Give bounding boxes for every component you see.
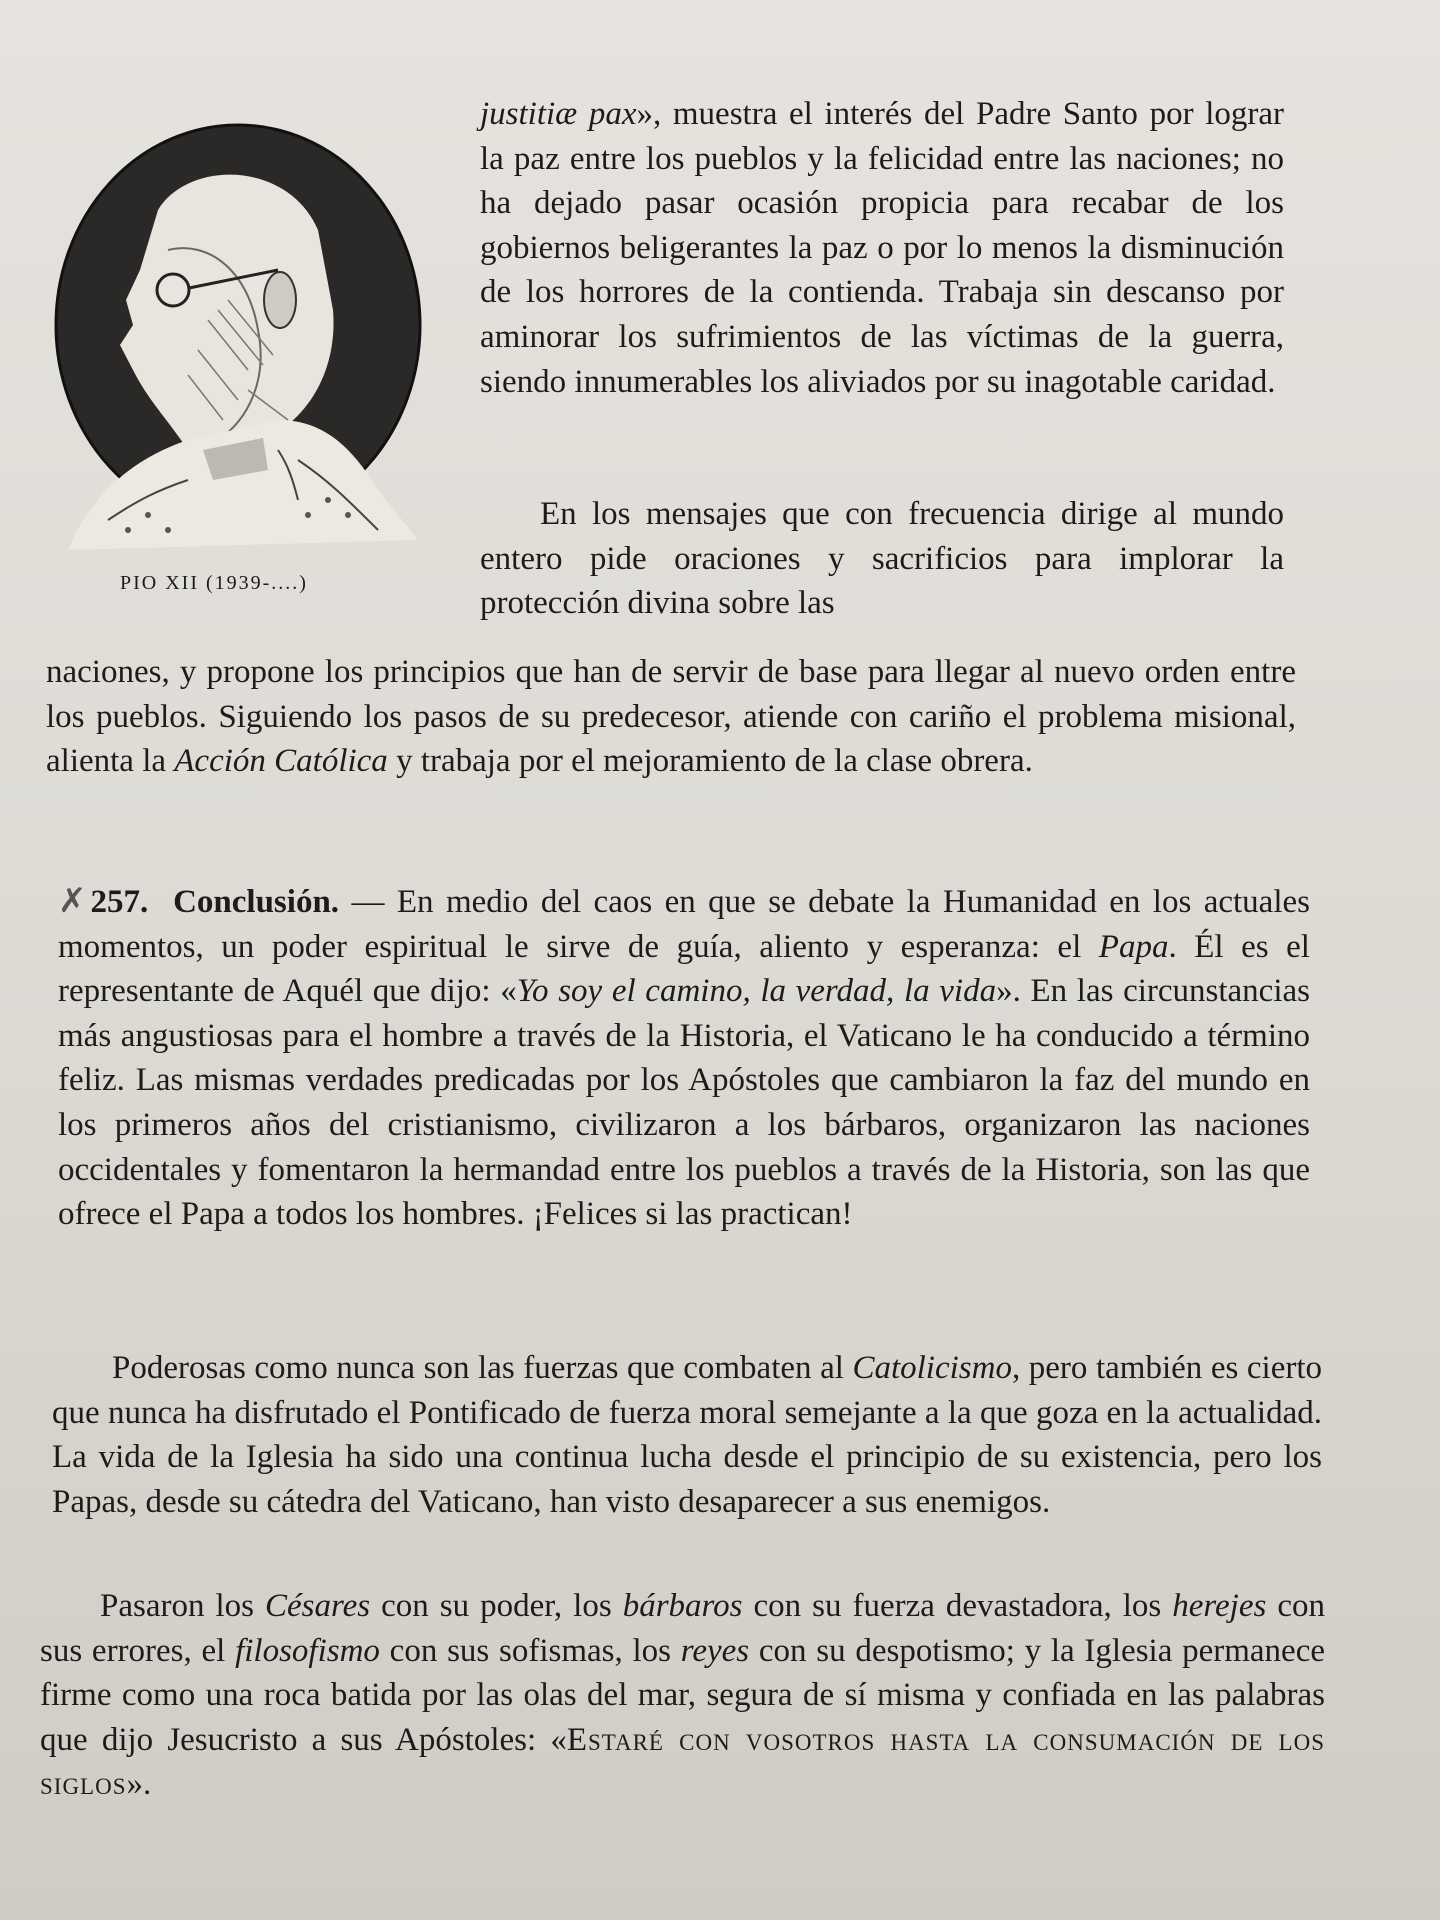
- text-span: En los mensajes que con frecuencia dirige al mundo entero pide oraciones y sacrificios para implorar la protección divina sobre las: [480, 496, 1284, 622]
- text-span: con su poder, los: [370, 1588, 623, 1624]
- paragraph-messages-continued: [46, 650, 1296, 784]
- italic-term: bárbaros: [622, 1588, 743, 1624]
- italic-term: reyes: [680, 1632, 750, 1669]
- text-span: Poderosas como nunca son las fuerzas que combaten al: [112, 1350, 853, 1386]
- italic-term: Catolicismo: [852, 1350, 1012, 1386]
- text-span: y trabaja por el mejoramiento de la clase obrera.: [387, 743, 1033, 780]
- paragraph-enemies-passed: [40, 1584, 1325, 1807]
- small-caps-quote: Estaré con vosotros hasta la consumación de los siglos: [40, 1721, 1325, 1803]
- italic-term: filosofismo: [235, 1632, 380, 1669]
- pope-portrait-illustration: [48, 120, 428, 560]
- paragraph-forces: [52, 1346, 1322, 1524]
- text-span: con sus errores, el: [40, 1588, 1325, 1669]
- italic-term: Césares: [265, 1588, 371, 1624]
- text-span: , pero también es cierto que nunca ha disfrutado el Pontificado de fuerza moral semejante a la que goza en la actualidad. La vida de la Iglesia ha sido una continua lucha desde el principio de su existencia, pero los Papas, desde su cátedra del Vaticano, han visto desaparecer a sus enemigos.: [52, 1350, 1322, 1520]
- text-span: Pasaron los: [100, 1588, 265, 1624]
- text-span: con su fuerza devastadora, los: [742, 1588, 1173, 1624]
- text-span: ». En las circunstancias más angustiosas para el hombre a través de la Historia, el Vaticano le ha conducido a término feliz. Las mismas verdades predicadas por los Apóstoles que cambiaron la faz del mundo en los primeros años del cristianismo, civilizaron a los bárbaros, organizaron las naciones occidentales y fomentaron la hermandad entre los pueblos a través de la Historia, son las que ofrece el Papa a todos los hombres. ¡Felices si las practican!: [58, 973, 1310, 1233]
- italic-term: Acción Católica: [174, 743, 388, 780]
- italic-quote: Yo soy el camino, la verdad, la vida: [516, 973, 997, 1010]
- text-span: con su despotismo; y la Iglesia permanece firme como una roca batida por las olas del mar, segura de sí misma y confiada en las palabras que dijo Jesucristo a sus Apóstoles: «: [40, 1632, 1325, 1758]
- portrait-caption: PIO XII (1939-....): [120, 572, 308, 594]
- text-span: . Él es el representante de Aquél que dijo: «: [58, 928, 1310, 1010]
- text-span: con sus sofismas, los: [379, 1632, 681, 1669]
- text-span: ».: [126, 1766, 152, 1803]
- text-span: — En medio del caos en que se debate la Humanidad en los actuales momentos, un poder espiritual le sirve de guía, aliento y esperanza: el: [58, 884, 1310, 965]
- text-span: naciones, y propone los principios que han de servir de base para llegar al nuevo orden entre los pueblos. Siguiendo los pasos de su predecesor, atiende con cariño el problema misional, alienta la: [46, 654, 1296, 780]
- paragraph-peace-efforts: [480, 92, 1284, 404]
- latin-phrase: justitiæ pax: [480, 96, 637, 132]
- section-number: 257.: [90, 884, 149, 920]
- italic-term: Papa: [1098, 928, 1169, 965]
- section-title: Conclusión.: [173, 884, 340, 920]
- italic-term: herejes: [1172, 1588, 1267, 1624]
- paragraph-messages: [480, 492, 1284, 626]
- margin-annotation-mark: ✗: [58, 883, 87, 920]
- paragraph-conclusion: [58, 880, 1310, 1237]
- text-span: », muestra el interés del Padre Santo por lograr la paz entre los pueblos y la felicidad entre las naciones; no ha dejado pasar ocasión propicia para recabar de los gobiernos beligerantes la paz o por lo menos la disminución de los horrores de la contienda. Trabaja sin descanso por aminorar los sufrimientos de las víctimas de la guerra, siendo innumerables los aliviados por su inagotable caridad.: [480, 96, 1284, 400]
